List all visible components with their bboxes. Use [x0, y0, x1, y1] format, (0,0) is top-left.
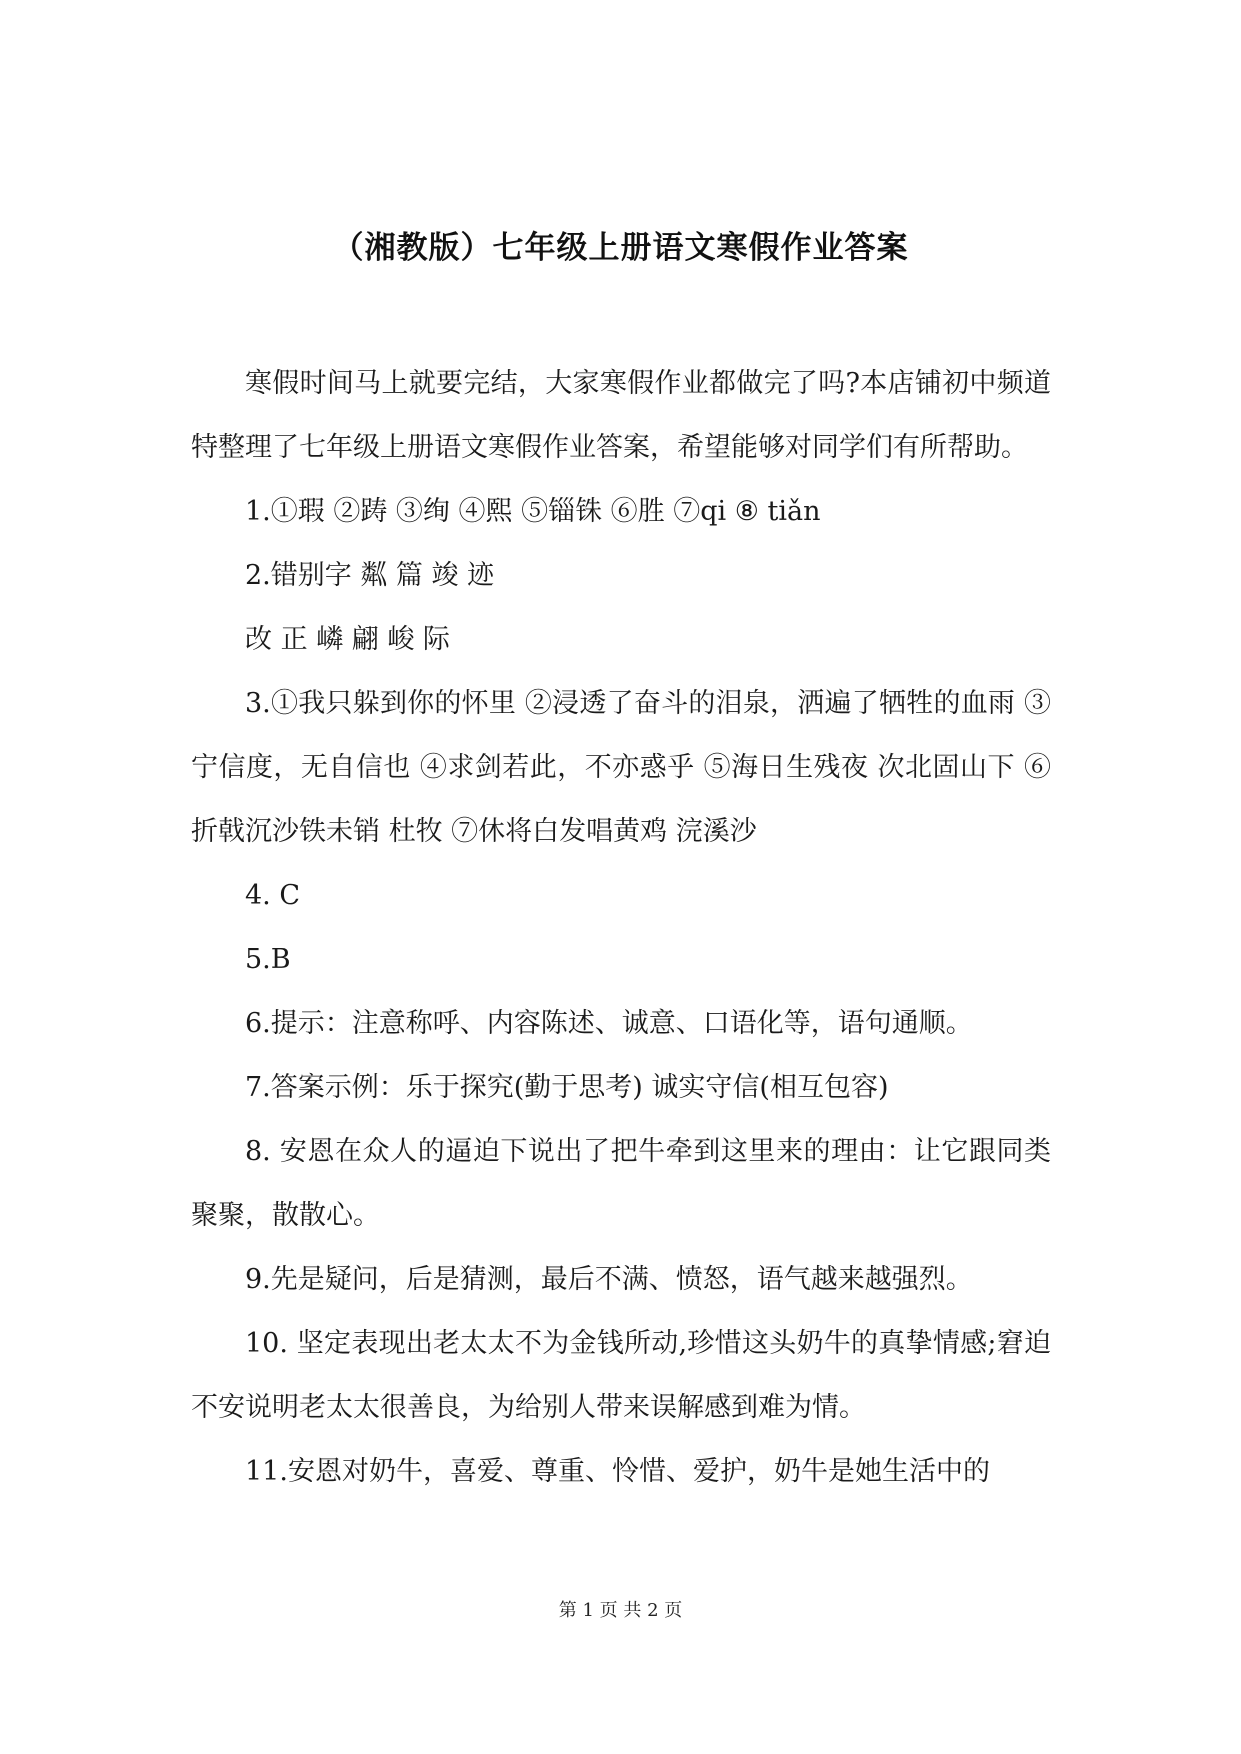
answer-9: 9.先是疑问，后是猜测，最后不满、愤怒，语气越来越强烈。	[245, 1264, 973, 1295]
answer-1: 1.①瑕 ②踌 ③绚 ④熙 ⑤锱铢 ⑥胜 ⑦qi ⑧ tiǎn	[245, 496, 821, 527]
answer-3: 3.①我只躲到你的怀里 ②浸透了奋斗的泪泉，洒遍了牺牲的血雨 ③宁信度，无自信也 ④求剑若此，不亦惑乎 ⑤海日生残夜 次北固山下 ⑥折戟沉沙铁未销 杜牧 ⑦休将白发唱黄鸡 浣溪沙	[191, 688, 1051, 847]
answer-11: 11.安恩对奶牛，喜爱、尊重、怜惜、爱护，奶牛是她生活中的	[245, 1456, 990, 1487]
answer-8: 8. 安恩在众人的逼迫下说出了把牛牵到这里来的理由：让它跟同类聚聚，散散心。	[191, 1136, 1051, 1231]
intro-paragraph: 寒假时间马上就要完结，大家寒假作业都做完了吗?本店铺初中频道特整理了七年级上册语文寒假作业答案，希望能够对同学们有所帮助。	[191, 368, 1051, 463]
answer-7: 7.答案示例：乐于探究(勤于思考) 诚实守信(相互包容)	[245, 1072, 889, 1103]
page-footer: 第 1 页 共 2 页	[558, 1600, 683, 1621]
answer-6: 6.提示：注意称呼、内容陈述、诚意、口语化等，语句通顺。	[245, 1008, 973, 1039]
answer-2-correction: 改 正 嶙 翩 峻 际	[245, 624, 450, 655]
document-body	[191, 352, 1051, 1504]
answer-4: 4. C	[245, 880, 301, 911]
answer-5: 5.B	[245, 944, 291, 975]
answer-2: 2.错别字 粼 篇 竣 迹	[245, 560, 495, 591]
answer-10: 10. 坚定表现出老太太不为金钱所动,珍惜这头奶牛的真挚情感;窘迫不安说明老太太很善良，为给别人带来误解感到难为情。	[191, 1328, 1051, 1423]
page-title: （湘教版）七年级上册语文寒假作业答案	[332, 230, 909, 266]
